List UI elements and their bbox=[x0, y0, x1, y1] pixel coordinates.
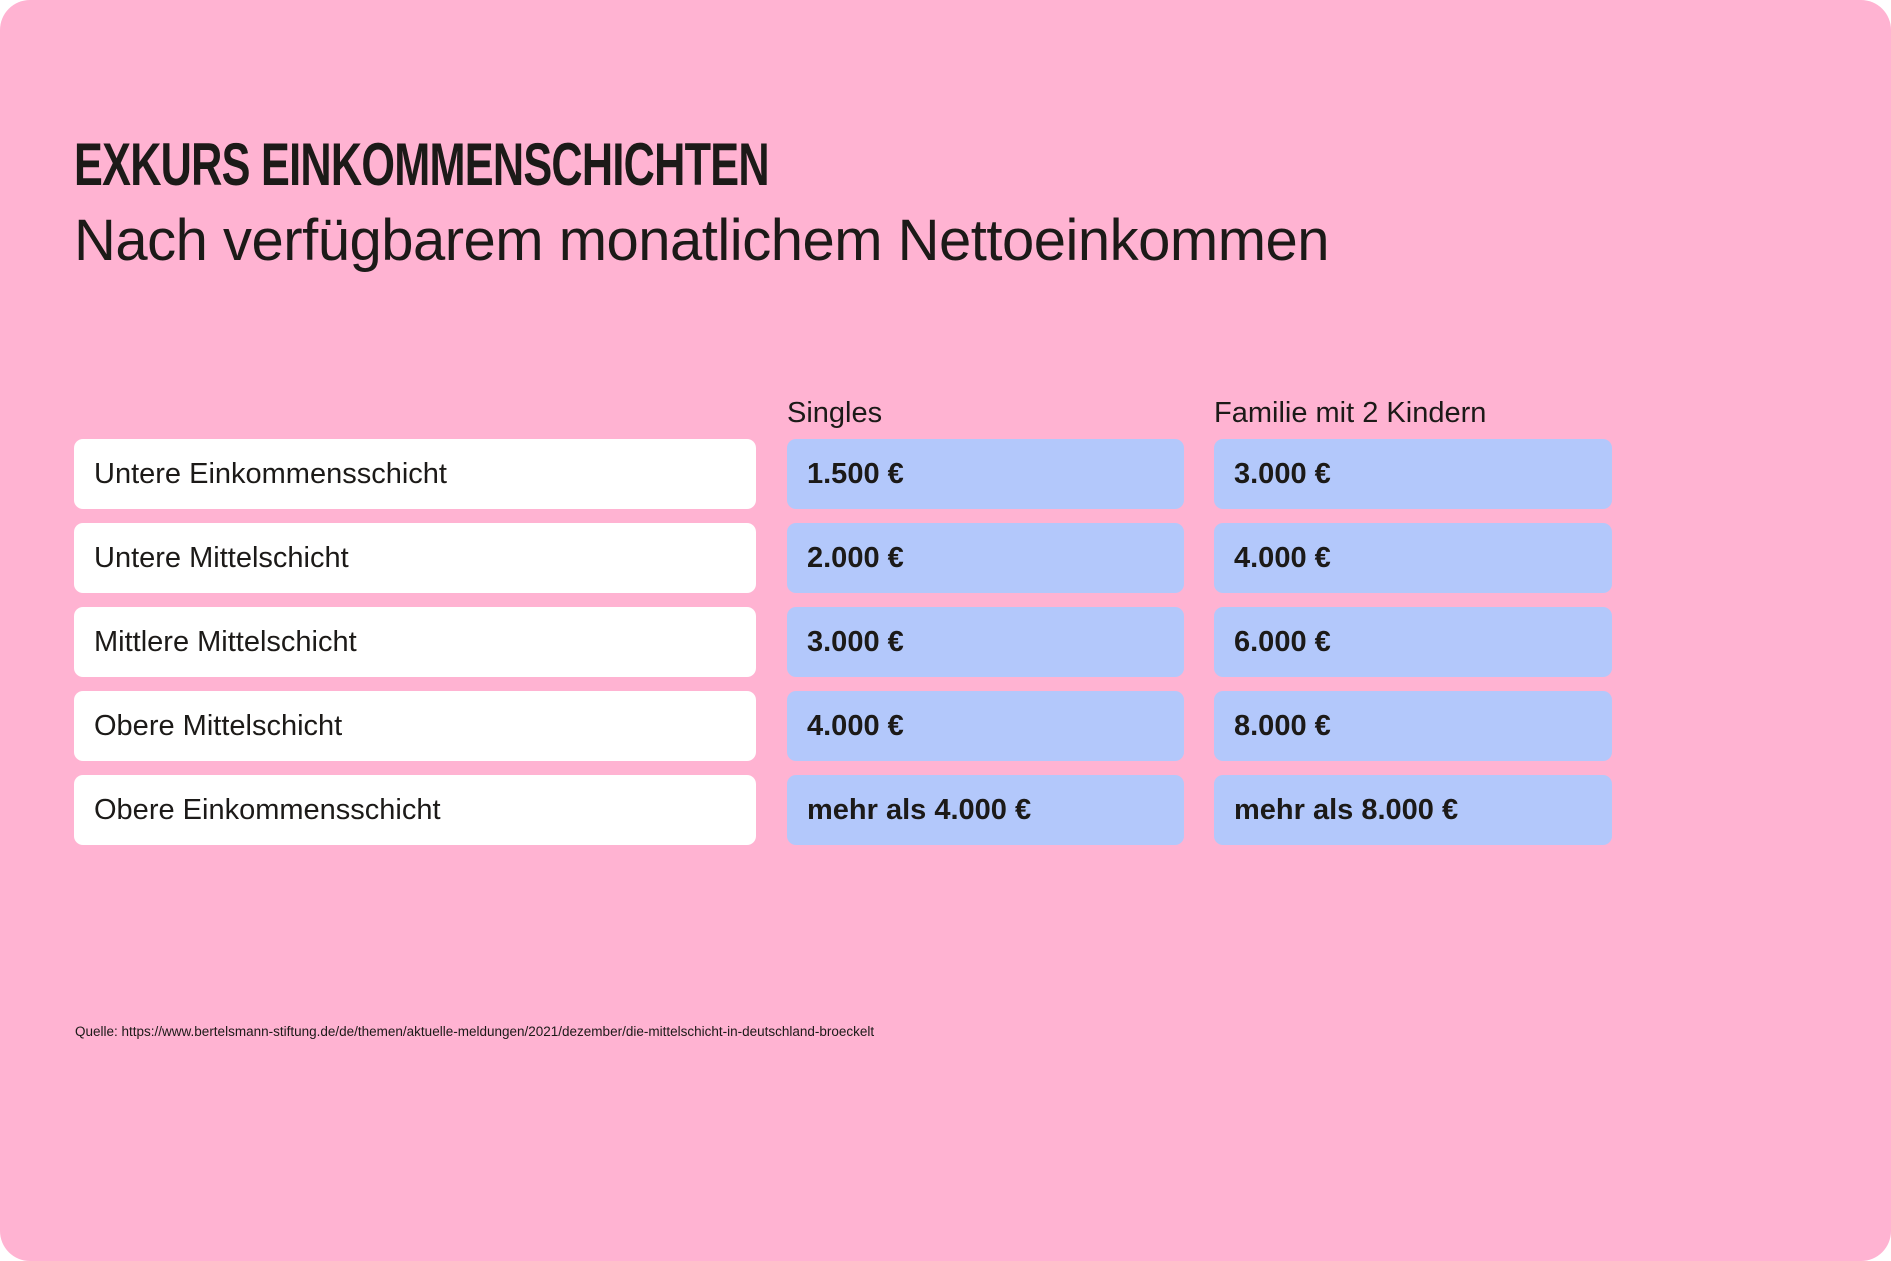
singles-value: mehr als 4.000 € bbox=[787, 775, 1184, 845]
family-value: 3.000 € bbox=[1214, 439, 1612, 509]
singles-value: 3.000 € bbox=[787, 607, 1184, 677]
family-value: 4.000 € bbox=[1214, 523, 1612, 593]
row-label: Untere Mittelschicht bbox=[74, 523, 756, 593]
singles-value: 4.000 € bbox=[787, 691, 1184, 761]
column-header-family: Familie mit 2 Kindern bbox=[1214, 397, 1487, 429]
family-value: 8.000 € bbox=[1214, 691, 1612, 761]
row-label: Untere Einkommensschicht bbox=[74, 439, 756, 509]
page-subtitle: Nach verfügbarem monatlichem Nettoeinkommen bbox=[74, 208, 1330, 273]
family-value: mehr als 8.000 € bbox=[1214, 775, 1612, 845]
singles-value: 1.500 € bbox=[787, 439, 1184, 509]
row-label: Obere Mittelschicht bbox=[74, 691, 756, 761]
column-header-singles: Singles bbox=[787, 397, 883, 429]
page-title: EXKURS EINKOMMENSCHICHTEN bbox=[74, 131, 769, 198]
source-citation: Quelle: https://www.bertelsmann-stiftung.de/de/themen/aktuelle-meldungen/2021/dezember/die-mittelschicht-in-deutschland-broeckelt bbox=[75, 1024, 875, 1039]
family-value: 6.000 € bbox=[1214, 607, 1612, 677]
row-label: Mittlere Mittelschicht bbox=[74, 607, 756, 677]
row-label: Obere Einkommensschicht bbox=[74, 775, 756, 845]
singles-value: 2.000 € bbox=[787, 523, 1184, 593]
